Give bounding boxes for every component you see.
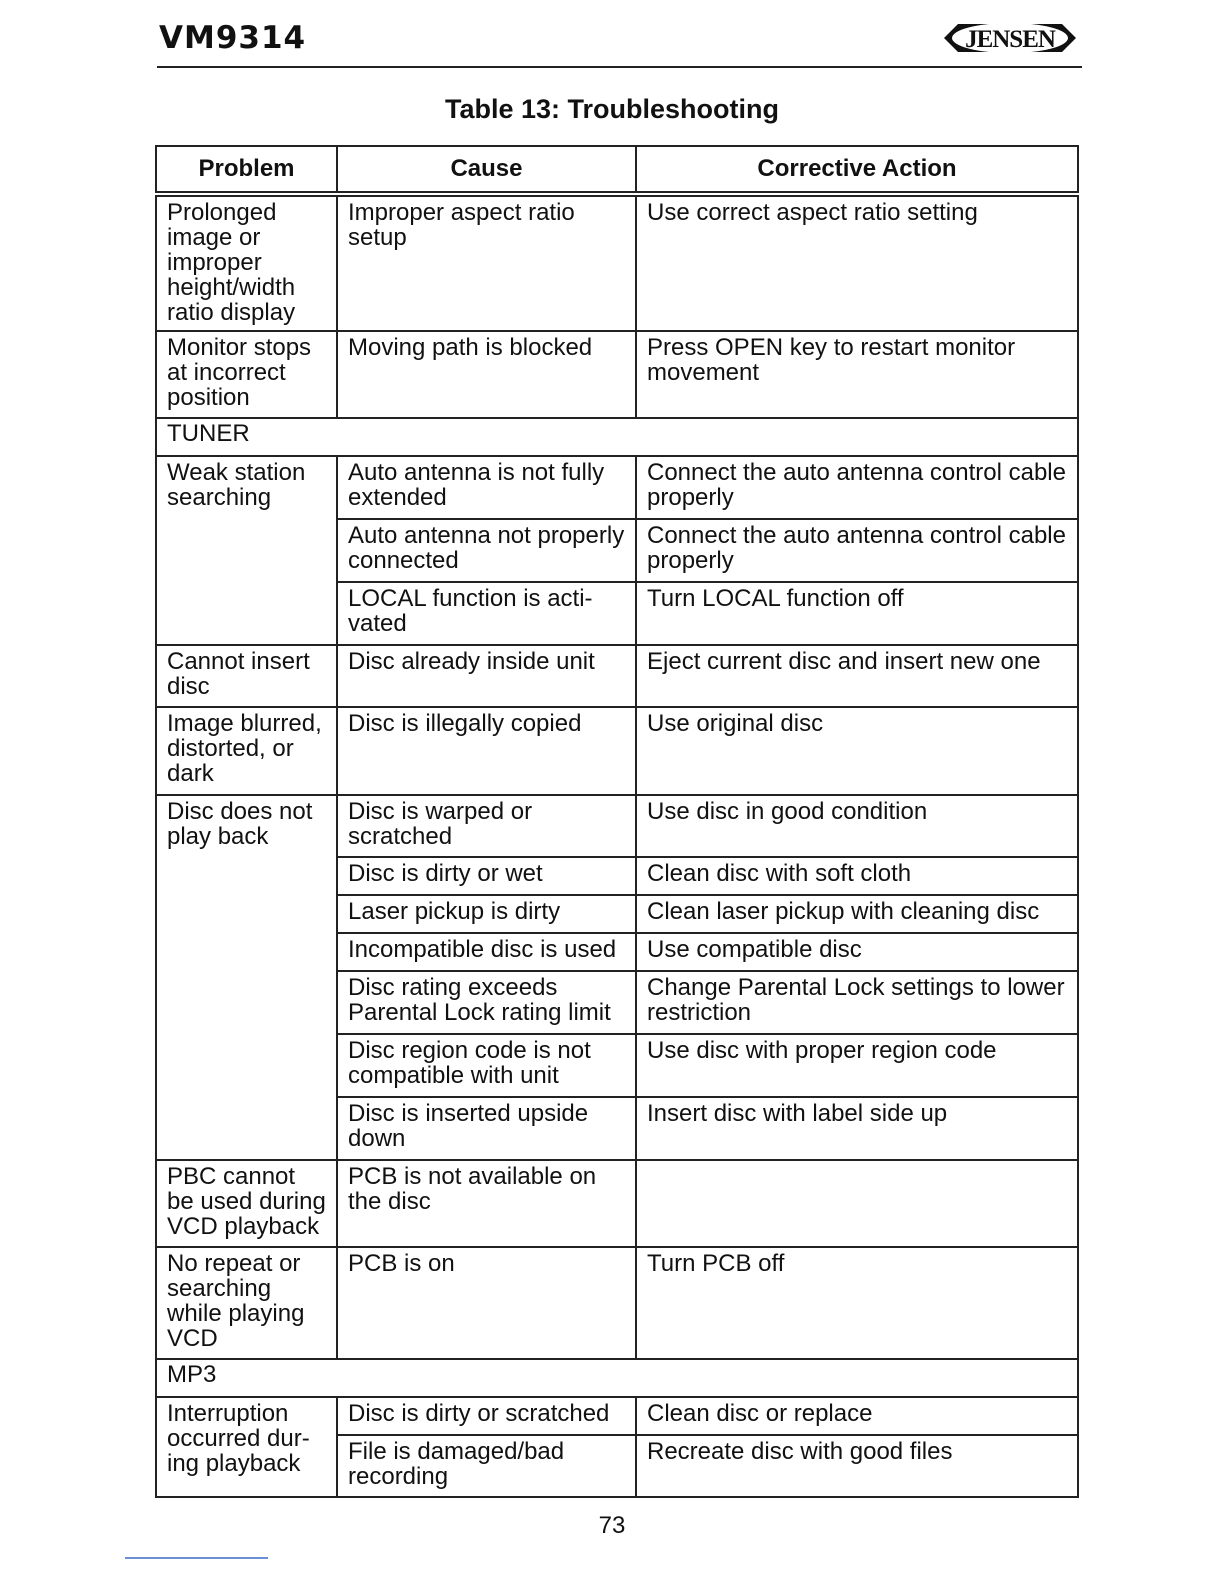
cause-cell: Disc rating exceeds Parental Lock rating limit bbox=[337, 971, 636, 1034]
problem-cell: Monitor stops at incorrect position bbox=[156, 331, 337, 418]
cause-cell: PCB is on bbox=[337, 1247, 636, 1359]
model-number: VM9314 bbox=[159, 20, 307, 56]
action-cell: Use compatible disc bbox=[636, 933, 1078, 971]
troubleshooting-table bbox=[155, 145, 1079, 1498]
action-cell: Turn PCB off bbox=[636, 1247, 1078, 1359]
action-cell bbox=[636, 1160, 1078, 1247]
cause-cell: File is damaged/bad recording bbox=[337, 1435, 636, 1497]
table-header-row bbox=[156, 146, 1078, 194]
logo-text: JENSEN bbox=[965, 26, 1055, 53]
action-cell: Use disc in good condition bbox=[636, 795, 1078, 857]
cause-cell: Disc is inserted upside down bbox=[337, 1097, 636, 1160]
action-cell: Eject current disc and insert new one bbox=[636, 645, 1078, 707]
problem-cell: No repeat or searching while playing VCD bbox=[156, 1247, 337, 1359]
cause-cell: PCB is not available on the disc bbox=[337, 1160, 636, 1247]
cause-cell: Improper aspect ratio setup bbox=[337, 194, 636, 331]
action-cell: Use disc with proper region code bbox=[636, 1034, 1078, 1097]
section-row-tuner bbox=[156, 418, 1078, 456]
column-header-action: Corrective Action bbox=[636, 146, 1078, 194]
table-row bbox=[156, 1247, 1078, 1359]
table-row bbox=[156, 1160, 1078, 1247]
action-cell: Recreate disc with good files bbox=[636, 1435, 1078, 1497]
cause-cell: Disc is illegally copied bbox=[337, 707, 636, 795]
action-cell: Clean disc or replace bbox=[636, 1397, 1078, 1435]
cause-cell: Disc is dirty or wet bbox=[337, 857, 636, 895]
problem-cell: Interruption occurred dur-ing playback bbox=[156, 1397, 337, 1497]
problem-cell: Cannot insert disc bbox=[156, 645, 337, 707]
cause-cell: Disc already inside unit bbox=[337, 645, 636, 707]
action-cell: Insert disc with label side up bbox=[636, 1097, 1078, 1160]
action-cell: Connect the auto antenna control cable properly bbox=[636, 456, 1078, 519]
column-header-problem: Problem bbox=[156, 146, 337, 194]
table-row bbox=[156, 456, 1078, 519]
problem-cell: Image blurred, distorted, or dark bbox=[156, 707, 337, 795]
cause-cell: Incompatible disc is used bbox=[337, 933, 636, 971]
table-row bbox=[156, 194, 1078, 331]
action-cell: Connect the auto antenna control cable properly bbox=[636, 519, 1078, 582]
problem-cell: PBC cannot be used during VCD playback bbox=[156, 1160, 337, 1247]
table-row bbox=[156, 645, 1078, 707]
table-row bbox=[156, 331, 1078, 418]
action-cell: Turn LOCAL function off bbox=[636, 582, 1078, 645]
cause-cell: Laser pickup is dirty bbox=[337, 895, 636, 933]
section-row-mp3 bbox=[156, 1359, 1078, 1397]
cause-cell: Moving path is blocked bbox=[337, 331, 636, 418]
table-title: Table 13: Troubleshooting bbox=[444, 94, 780, 124]
action-cell: Press OPEN key to restart monitor movement bbox=[636, 331, 1078, 418]
problem-cell: Weak station searching bbox=[156, 456, 337, 645]
page-header bbox=[157, 14, 1082, 68]
cause-cell: Disc is dirty or scratched bbox=[337, 1397, 636, 1435]
column-header-cause: Cause bbox=[337, 146, 636, 194]
problem-cell: Disc does not play back bbox=[156, 795, 337, 1160]
table-row bbox=[156, 1397, 1078, 1435]
table-row bbox=[156, 707, 1078, 795]
action-cell: Clean laser pickup with cleaning disc bbox=[636, 895, 1078, 933]
cause-cell: LOCAL function is acti-vated bbox=[337, 582, 636, 645]
action-cell: Clean disc with soft cloth bbox=[636, 857, 1078, 895]
table-row bbox=[156, 795, 1078, 857]
action-cell: Use original disc bbox=[636, 707, 1078, 795]
action-cell: Change Parental Lock settings to lower restriction bbox=[636, 971, 1078, 1034]
jensen-logo bbox=[940, 18, 1080, 58]
cause-cell: Auto antenna not properly connected bbox=[337, 519, 636, 582]
problem-cell: Prolonged image or improper height/width ratio display bbox=[156, 194, 337, 331]
action-cell: Use correct aspect ratio setting bbox=[636, 194, 1078, 331]
cause-cell: Auto antenna is not fully extended bbox=[337, 456, 636, 519]
cause-cell: Disc region code is not compatible with unit bbox=[337, 1034, 636, 1097]
section-label: MP3 bbox=[156, 1359, 1078, 1397]
footnote-divider bbox=[125, 1557, 268, 1559]
cause-cell: Disc is warped or scratched bbox=[337, 795, 636, 857]
page-number: 73 bbox=[598, 1512, 626, 1539]
section-label: TUNER bbox=[156, 418, 1078, 456]
